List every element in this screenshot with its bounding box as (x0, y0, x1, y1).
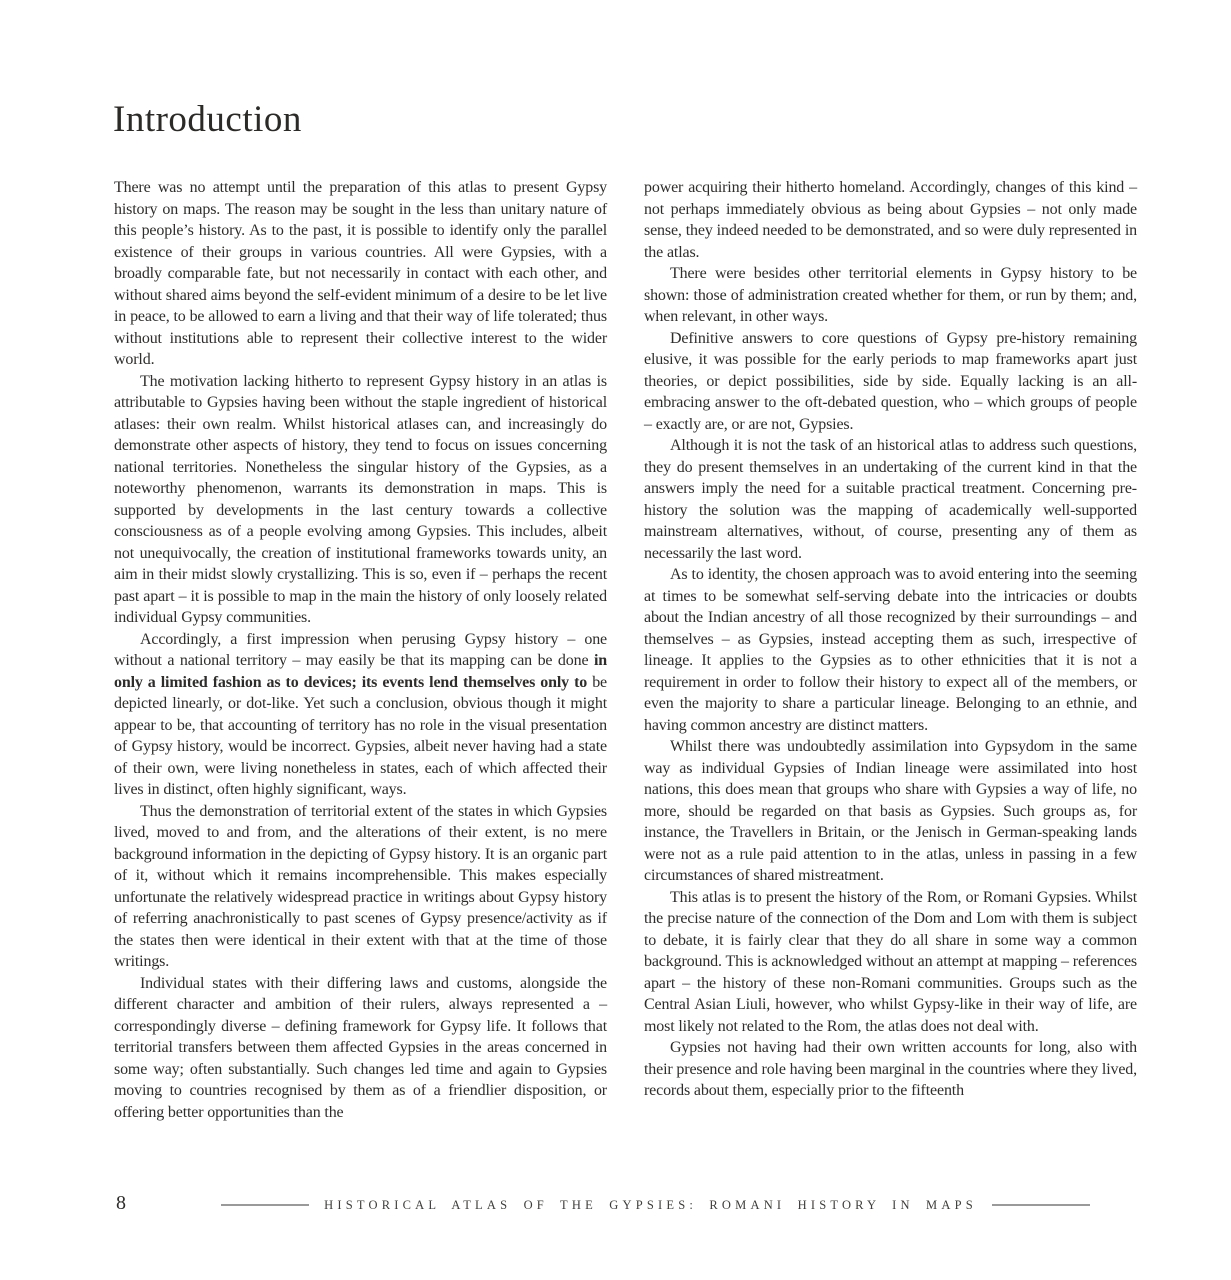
paragraph-text: Accordingly, a first impression when perusing Gypsy history – one without a national territory – may easily be that its mapping can be done (114, 630, 607, 669)
paragraph: Whilst there was undoubtedly assimilation into Gypsydom in the same way as individual Gypsies of Indian lineage were assimilated into host nations, this does mean that groups who share with Gypsies a way of life, no more, should be regarded on that basis as Gypsies. Such groups as, for instance, the Travellers in Britain, or the Jenisch in German-speaking lands were not as a rule paid attention to in the atlas, unless in passing in a few circumstances of shared mistreatment. (644, 738, 1137, 884)
page-footer (114, 1192, 1137, 1218)
paragraph: Although it is not the task of an historical atlas to address such questions, they do present themselves in an undertaking of the current kind in that the answers imply the need for a suitable practical treatment. Concerning pre-history the solution was the mapping of academically well-supported mainstream alternatives, without, of course, presenting any of them as necessarily the last word. (644, 437, 1137, 562)
right-column (644, 177, 1137, 1123)
paragraph (114, 629, 607, 801)
paragraph: There were besides other territorial elements in Gypsy history to be shown: those of administration created whether for them, or run by them; and, when relevant, in other ways. (644, 265, 1137, 325)
page-number: 8 (116, 1192, 126, 1214)
paragraph: There was no attempt until the preparation of this atlas to present Gypsy history on maps. The reason may be sought in the less than unitary nature of this people’s history. As to the past, it is possible to identify only the parallel existence of their groups in various countries. All were Gypsies, with a broadly comparable fate, but not necessarily in contact with each other, and without shared aims beyond the self-evident minimum of a desire to be let live in peace, to be allowed to earn a living and that their way of life tolerated; thus without institutions able to represent their collective interest to the wider world. (114, 179, 607, 368)
paragraph: As to identity, the chosen approach was to avoid entering into the seeming at times to be somewhat self-serving debate into the intricacies or doubts about the Indian ancestry of all those recognized by their surroundings – and themselves – as Gypsies, instead accepting them as such, irrespective of lineage. It applies to the Gypsies as to other ethnicities that it is not a requirement in order to follow their history to expect all of the members, or even the majority to share a particular lineage. Belonging to an ethnie, and having common ancestry are distinct matters. (644, 566, 1137, 734)
paragraph: Individual states with their differing laws and customs, alongside the different character and ambition of their rulers, always represented a – correspondingly diverse – defining framework for Gypsy life. It follows that territorial transfers between them affected Gypsies in the areas concerned in some way; often substantially. Such changes led time and again to Gypsies moving to countries recognised by them as of a friendlier disposition, or offering better opportunities than the (114, 974, 607, 1121)
paragraph: This atlas is to present the history of the Rom, or Romani Gypsies. Whilst the precise nature of the connection of the Dom and Lom with them is subject to debate, it is fairly clear that they do all share in some way a common background. This is acknowledged without an attempt at mapping – references apart – the history of these non-Romani communities. Groups such as the Central Asian Liuli, however, who whilst Gypsy-like in their way of life, are most likely not related to the Rom, the atlas does not deal with. (644, 888, 1137, 1035)
footer-rule-right (992, 1204, 1090, 1206)
emphasized-text: in only a limited fashion as to devices; its events lend themselves only to (114, 652, 607, 691)
paragraph-text: be depicted linearly, or dot-like. Yet such a conclusion, obvious though it might appear to be, that accounting of territory has no role in the visual presentation of Gypsy history, would be incorrect. Gypsies, albeit never having had a state of their own, were living nonetheless in states, each of which affected their lives in distinct, often highly significant, ways. (114, 673, 607, 798)
running-title: HISTORICAL ATLAS OF THE GYPSIES: ROMANI HISTORY IN MAPS (324, 1197, 977, 1212)
footer-rule-left (221, 1204, 309, 1206)
paragraph: Thus the demonstration of territorial extent of the states in which Gypsies lived, moved to and from, and the alterations of their extent, is no mere background information in the depicting of Gypsy history. It is an organic part of it, without which it remains incomprehensible. This makes especially unfortunate the relatively widespread practice in writings about Gypsy history of referring anachronistically to past scenes of Gypsy presence/activity as if the states then were identical in their extent with that at the time of those writings. (114, 802, 607, 970)
page-title: Introduction (113, 99, 302, 140)
text-columns (114, 177, 1137, 1123)
paragraph: The motivation lacking hitherto to represent Gypsy history in an atlas is attributable to Gypsies having been without the staple ingredient of historical atlases: their own realm. Whilst historical atlases can, and increasingly do demonstrate other aspects of history, they tend to focus on issues concerning national territories. Nonetheless the singular history of the Gypsies, as a noteworthy phenomenon, warrants its demonstration in maps. This is supported by developments in the last century towards a collective consciousness as of a people evolving among Gypsies. This includes, albeit not unequivocally, the creation of institutional frameworks towards unity, an aim in their midst slowly crystallizing. This is so, even if – perhaps the recent past apart – it is possible to map in the main the history of only loosely related individual Gypsy communities. (114, 372, 607, 626)
paragraph: Definitive answers to core questions of Gypsy pre-history remaining elusive, it was possible for the early periods to map frameworks apart just theories, or depict possibilities, side by side. Equally lacking is an all-embracing answer to the oft-debated question, who – which groups of people – exactly are, or are not, Gypsies. (644, 329, 1137, 433)
running-footer (214, 1192, 1097, 1218)
left-column (114, 177, 607, 1123)
paragraph: Gypsies not having had their own written accounts for long, also with their presence and role having been marginal in the countries where they lived, records about them, especially prior to the fifteenth (644, 1039, 1138, 1099)
paragraph: power acquiring their hitherto homeland. Accordingly, changes of this kind – not perhaps immediately obvious as being about Gypsies – not only made sense, they indeed needed to be demonstrated, and so were duly represented in the atlas. (644, 179, 1137, 261)
